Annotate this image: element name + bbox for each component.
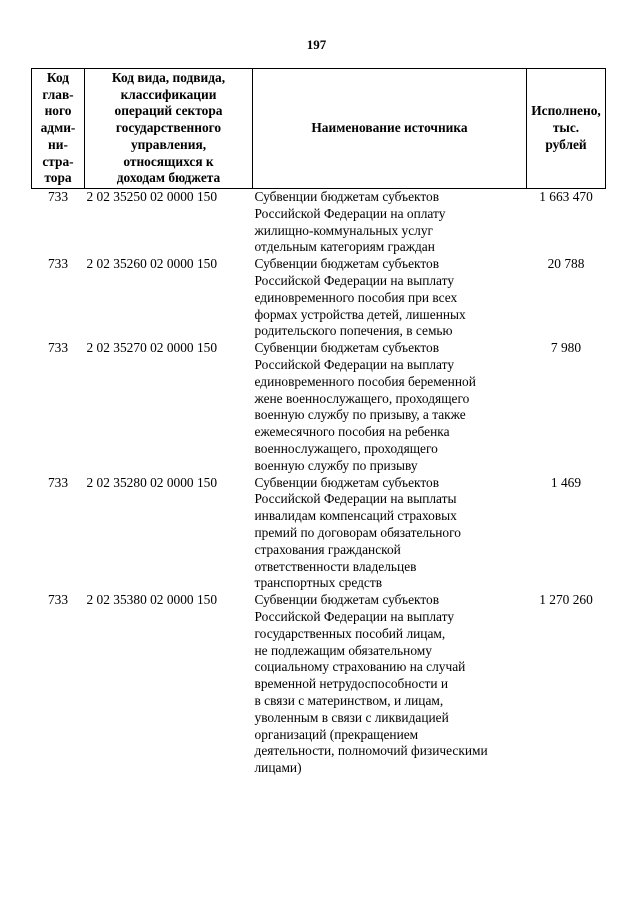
admin-code-cell: 733	[47, 189, 69, 204]
admin-code-cell: 733	[47, 340, 69, 356]
table-row	[32, 256, 606, 340]
executed-value-cell: 20 788	[547, 256, 585, 272]
executed-value-cell: 1 663 470	[539, 189, 593, 204]
admin-code-cell: 733	[47, 592, 69, 608]
source-name-cell: Субвенции бюджетам субъектов Российской Федерации на выплату государственных пособий лицам, не подлежащим обязательному социальному страхованию на случай временной нетрудоспособности и в связи с материнством, и лицам, уволенным в связи с ликвидацией организаций (прекращением деятельности, полномочий физическими лицами)	[254, 592, 488, 776]
header-source-name	[253, 69, 527, 189]
kbk-cell: 2 02 35380 02 0000 150	[86, 592, 218, 608]
executed-value-cell: 1 469	[550, 474, 582, 490]
executed-value-cell: 1 270 260	[539, 592, 593, 608]
revenue-sources-table	[31, 68, 606, 777]
table-row	[32, 475, 606, 593]
kbk-cell: 2 02 35250 02 0000 150	[86, 189, 218, 204]
source-name-cell: Субвенции бюджетам субъектов Российской Федерации на оплату жилищно-коммунальных услуг отдельным категориям граждан	[254, 189, 446, 255]
admin-code-cell: 733	[47, 256, 69, 272]
table-row	[32, 189, 606, 257]
kbk-cell: 2 02 35270 02 0000 150	[86, 340, 218, 356]
table-row	[32, 340, 606, 474]
source-name-cell: Субвенции бюджетам субъектов Российской Федерации на выплату единовременного пособия беременной жене военнослужащего, проходящего военную службу по призыву, а также ежемесячного пособия на ребенка военнослужащего, проходящего военную службу по призыву	[254, 340, 476, 473]
source-name-cell: Субвенции бюджетам субъектов Российской Федерации на выплату единовременного пособия при всех формах устройства детей, лишенных родительского попечения, в семью	[254, 256, 466, 339]
table-body	[32, 189, 606, 777]
kbk-cell: 2 02 35280 02 0000 150	[86, 474, 218, 490]
header-executed	[527, 69, 606, 189]
admin-code-cell: 733	[47, 474, 69, 490]
table-row	[32, 592, 606, 777]
table-header	[32, 69, 606, 189]
header-kbk-label: Код вида, подвида, классификации операций сектора государственного управления, относящихся к доходам бюджета	[111, 69, 226, 186]
executed-value-cell: 7 980	[550, 340, 582, 356]
source-name-cell: Субвенции бюджетам субъектов Российской Федерации на выплаты инвалидам компенсаций страховых премий по договорам обязательного страхования гражданской ответственности владельцев транспортных средств	[254, 474, 461, 591]
header-source-name-label: Наименование источника	[311, 120, 468, 136]
header-admin-code	[32, 69, 85, 189]
header-admin-code-label: Код глав- ного адми- ни- стра- тора	[40, 69, 76, 186]
header-executed-label: Исполнено, тыс. рублей	[531, 103, 601, 152]
header-kbk	[85, 69, 253, 189]
kbk-cell: 2 02 35260 02 0000 150	[86, 256, 218, 272]
page-number: 197	[306, 37, 327, 52]
